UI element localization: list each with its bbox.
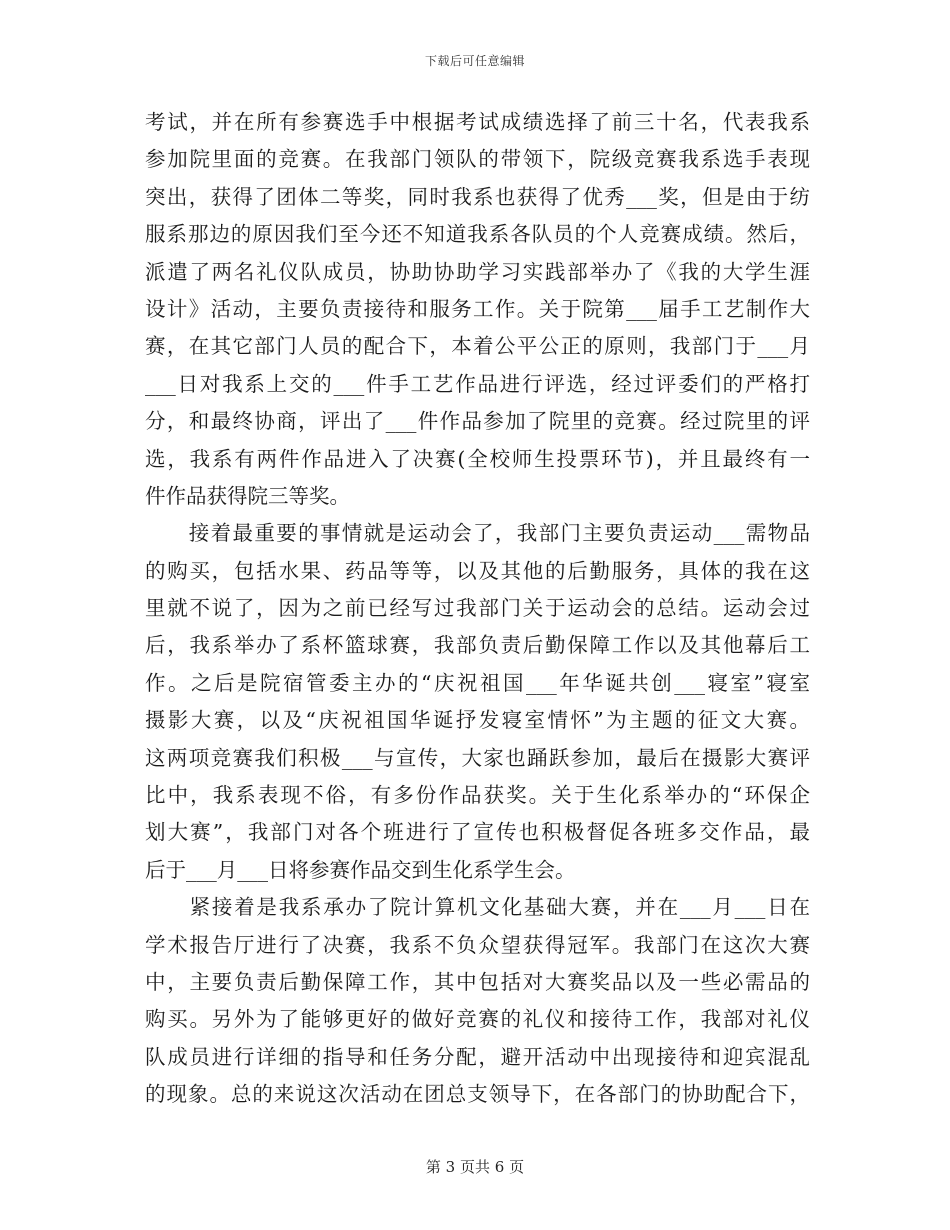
text-line: 里就不说了，因为之前已经写过我部门关于运动会的总结。运动会过 [145, 596, 810, 621]
text-line: 学术报告厅进行了决赛，我系不负众望获得冠军。我部门在这次大赛 [145, 932, 810, 957]
text-line: ___日对我系上交的___件手工艺作品进行评选，经过评委们的严格打 [145, 371, 810, 396]
text-line: 件作品获得院三等奖。 [145, 483, 350, 508]
text-line: 参加院里面的竞赛。在我部门领队的带领下，院级竞赛我系选手表现 [145, 147, 810, 172]
text-line: 设计》活动，主要负责接待和服务工作。关于院第___届手工艺制作大 [145, 296, 810, 321]
text-line: 后于___月___日将参赛作品交到生化系学生会。 [145, 857, 576, 882]
text-line: 突出，获得了团体二等奖，同时我系也获得了优秀___奖，但是由于纺 [145, 184, 810, 209]
text-line: 的购买，包括水果、药品等等，以及其他的后勤服务，具体的我在这 [145, 558, 810, 583]
text-line: 分，和最终协商，评出了___件作品参加了院里的竞赛。经过院里的评 [145, 409, 810, 434]
text-line: 紧接着是我系承办了院计算机文化基础大赛，并在___月___日在 [145, 895, 810, 920]
text-line: 比中，我系表现不俗，有多份作品获奖。关于生化系举办的“环保企 [145, 783, 810, 808]
text-line: 购买。另外为了能够更好的做好竞赛的礼仪和接待工作，我部对礼仪 [145, 1007, 810, 1032]
text-line: 服系那边的原因我们至今还不知道我系各队员的个人竞赛成绩。然后， [145, 222, 810, 247]
text-line: 选，我系有两件作品进入了决赛(全校师生投票环节)，并且最终有一 [145, 446, 810, 471]
text-line: 作。之后是院宿管委主办的“庆祝祖国___年华诞共创___寝室”寝室 [145, 670, 810, 695]
text-line: 派遣了两名礼仪队成员，协助协助学习实践部举办了《我的大学生涯 [145, 259, 810, 284]
text-line: 这两项竞赛我们积极___与宣传，大家也踊跃参加，最后在摄影大赛评 [145, 745, 810, 770]
text-line: 摄影大赛，以及“庆祝祖国华诞抒发寝室情怀”为主题的征文大赛。 [145, 708, 810, 733]
text-line: 接着最重要的事情就是运动会了，我部门主要负责运动___需物品 [145, 521, 810, 546]
body-text [145, 104, 810, 1114]
page-header: 下载后可任意编辑 [424, 54, 525, 68]
text-line: 划大赛”，我部门对各个班进行了宣传也积极督促各班多交作品，最 [145, 820, 810, 845]
text-line: 中，主要负责后勤保障工作，其中包括对大赛奖品以及一些必需品的 [145, 969, 810, 994]
text-line: 后，我系举办了系杯篮球赛，我部负责后勤保障工作以及其他幕后工 [145, 633, 810, 658]
page-footer: 第 3 页共 6 页 [425, 1158, 525, 1176]
text-line: 赛，在其它部门人员的配合下，本着公平公正的原则，我部门于___月 [145, 334, 810, 359]
text-line: 的现象。总的来说这次活动在团总支领导下，在各部门的协助配合下， [145, 1082, 810, 1107]
text-line: 队成员进行详细的指导和任务分配，避开活动中出现接待和迎宾混乱 [145, 1044, 810, 1069]
text-line: 考试，并在所有参赛选手中根据考试成绩选择了前三十名，代表我系 [145, 110, 810, 134]
